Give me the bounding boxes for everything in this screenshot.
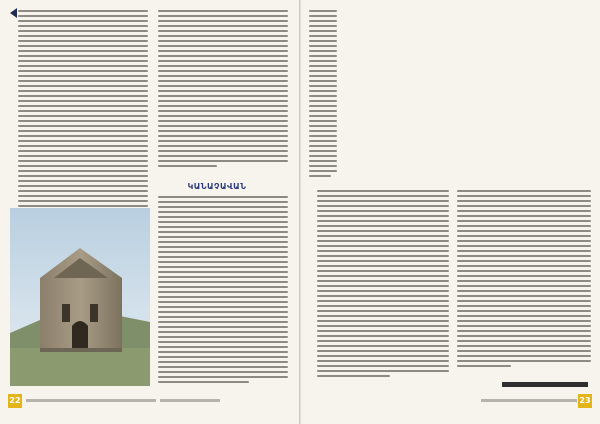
text-line (18, 95, 148, 97)
page-number-badge: 23 (578, 394, 592, 408)
text-line (309, 70, 337, 72)
text-line (18, 25, 148, 27)
text-line (309, 145, 337, 147)
text-line (158, 90, 288, 92)
text-line (309, 120, 337, 122)
text-line (18, 90, 148, 92)
text-line (158, 276, 288, 278)
text-line (309, 15, 337, 17)
right-text-column (309, 10, 337, 180)
text-line (158, 30, 288, 32)
text-line (309, 65, 337, 67)
text-line (317, 345, 449, 347)
text-line (309, 175, 331, 177)
text-line (158, 306, 288, 308)
text-line (18, 180, 148, 182)
right-text-column (457, 190, 591, 370)
text-line (457, 355, 591, 357)
text-line (317, 295, 449, 297)
text-line (18, 190, 148, 192)
footer-text (26, 399, 156, 402)
text-line (158, 25, 288, 27)
text-line (317, 240, 449, 242)
text-line (158, 251, 288, 253)
text-line (158, 356, 288, 358)
text-line (317, 340, 449, 342)
text-line (457, 285, 591, 287)
text-line (158, 15, 288, 17)
text-line (18, 205, 148, 207)
text-line (18, 140, 148, 142)
text-line (158, 145, 288, 147)
text-line (317, 190, 449, 192)
text-line (317, 275, 449, 277)
text-line (317, 325, 449, 327)
text-line (158, 236, 288, 238)
text-line (158, 291, 288, 293)
footer-text (160, 399, 220, 402)
text-line (158, 201, 288, 203)
text-line (158, 20, 288, 22)
church-photo (10, 208, 150, 386)
text-line (317, 215, 449, 217)
text-line (18, 15, 148, 17)
text-line (457, 310, 591, 312)
text-line (158, 75, 288, 77)
text-line (457, 345, 591, 347)
text-line (158, 135, 288, 137)
text-line (317, 200, 449, 202)
text-line (457, 215, 591, 217)
text-line (158, 266, 288, 268)
text-line (309, 45, 337, 47)
text-line (317, 230, 449, 232)
footer-text (481, 399, 577, 402)
text-line (317, 285, 449, 287)
text-line (18, 70, 148, 72)
text-line (457, 240, 591, 242)
text-line (317, 195, 449, 197)
text-line (309, 40, 337, 42)
left-text-column (158, 10, 288, 170)
text-line (158, 256, 288, 258)
text-line (309, 30, 337, 32)
text-line (18, 165, 148, 167)
text-line (317, 220, 449, 222)
author-byline (502, 382, 588, 387)
text-line (158, 331, 288, 333)
text-line (309, 60, 337, 62)
text-line (18, 175, 148, 177)
text-line (18, 135, 148, 137)
text-line (309, 75, 337, 77)
text-line (309, 80, 337, 82)
text-line (158, 110, 288, 112)
text-line (317, 310, 449, 312)
text-line (309, 50, 337, 52)
text-line (158, 371, 288, 373)
text-line (158, 35, 288, 37)
text-line (457, 365, 511, 367)
text-line (457, 235, 591, 237)
text-line (18, 40, 148, 42)
text-line (317, 255, 449, 257)
text-line (317, 205, 449, 207)
text-line (317, 370, 449, 372)
text-line (18, 185, 148, 187)
text-line (317, 305, 449, 307)
text-line (18, 155, 148, 157)
text-line (317, 355, 449, 357)
right-page (301, 0, 600, 424)
text-line (158, 95, 288, 97)
text-line (158, 80, 288, 82)
text-line (457, 210, 591, 212)
text-line (317, 250, 449, 252)
back-arrow-icon[interactable] (10, 8, 17, 18)
text-line (18, 60, 148, 62)
text-line (317, 375, 390, 377)
text-line (317, 330, 449, 332)
text-line (317, 365, 449, 367)
text-line (158, 231, 288, 233)
text-line (158, 221, 288, 223)
text-line (158, 361, 288, 363)
text-line (457, 275, 591, 277)
text-line (18, 110, 148, 112)
left-page (0, 0, 299, 424)
text-line (158, 45, 288, 47)
text-line (18, 115, 148, 117)
text-line (317, 350, 449, 352)
text-line (158, 246, 288, 248)
text-line (158, 346, 288, 348)
text-line (457, 220, 591, 222)
text-line (18, 130, 148, 132)
text-line (457, 195, 591, 197)
text-line (457, 250, 591, 252)
text-line (309, 165, 337, 167)
text-line (18, 10, 148, 12)
text-line (158, 351, 288, 353)
text-line (158, 160, 288, 162)
text-line (158, 226, 288, 228)
text-line (457, 225, 591, 227)
text-line (18, 120, 148, 122)
text-line (309, 100, 337, 102)
text-line (309, 130, 337, 132)
text-line (457, 290, 591, 292)
text-line (18, 30, 148, 32)
text-line (317, 210, 449, 212)
text-line (158, 366, 288, 368)
text-line (18, 125, 148, 127)
text-line (158, 140, 288, 142)
text-line (309, 125, 337, 127)
text-line (317, 290, 449, 292)
text-line (309, 95, 337, 97)
text-line (457, 330, 591, 332)
text-line (158, 286, 288, 288)
text-line (309, 55, 337, 57)
text-line (457, 315, 591, 317)
text-line (457, 360, 591, 362)
text-line (457, 260, 591, 262)
text-line (18, 170, 148, 172)
text-line (317, 260, 449, 262)
text-line (457, 320, 591, 322)
text-line (18, 45, 148, 47)
text-line (18, 150, 148, 152)
text-line (457, 255, 591, 257)
text-line (18, 80, 148, 82)
text-line (317, 335, 449, 337)
text-line (158, 206, 288, 208)
text-line (457, 325, 591, 327)
left-text-column (158, 196, 288, 386)
text-line (317, 225, 449, 227)
text-line (158, 381, 249, 383)
text-line (457, 280, 591, 282)
text-line (317, 245, 449, 247)
text-line (309, 25, 337, 27)
text-line (158, 216, 288, 218)
text-line (158, 241, 288, 243)
text-line (158, 150, 288, 152)
text-line (158, 311, 288, 313)
text-line (18, 75, 148, 77)
text-line (158, 261, 288, 263)
text-line (158, 336, 288, 338)
text-line (158, 115, 288, 117)
text-line (158, 50, 288, 52)
text-line (309, 105, 337, 107)
text-line (158, 10, 288, 12)
text-line (158, 196, 288, 198)
text-line (317, 360, 449, 362)
text-line (309, 20, 337, 22)
text-line (309, 110, 337, 112)
text-line (457, 270, 591, 272)
text-line (457, 335, 591, 337)
page-number-badge: 22 (8, 394, 22, 408)
text-line (309, 90, 337, 92)
text-line (309, 10, 337, 12)
text-line (309, 170, 337, 172)
text-line (18, 50, 148, 52)
text-line (18, 65, 148, 67)
text-line (309, 140, 337, 142)
text-line (18, 100, 148, 102)
text-line (457, 245, 591, 247)
text-line (317, 320, 449, 322)
text-line (457, 305, 591, 307)
text-line (158, 296, 288, 298)
text-line (18, 85, 148, 87)
text-line (457, 265, 591, 267)
section-heading: ԿԱՆԱՉԱՎԱՆ (187, 182, 247, 191)
text-line (317, 235, 449, 237)
text-line (317, 270, 449, 272)
text-line (158, 60, 288, 62)
text-line (457, 300, 591, 302)
text-line (18, 200, 148, 202)
text-line (158, 316, 288, 318)
text-line (158, 130, 288, 132)
text-line (158, 155, 288, 157)
text-line (309, 150, 337, 152)
text-line (18, 55, 148, 57)
text-line (158, 326, 288, 328)
text-line (457, 190, 591, 192)
text-line (18, 160, 148, 162)
text-line (457, 340, 591, 342)
text-line (317, 265, 449, 267)
text-line (309, 160, 337, 162)
text-line (18, 105, 148, 107)
text-line (317, 315, 449, 317)
text-line (158, 55, 288, 57)
text-line (309, 155, 337, 157)
text-line (18, 195, 148, 197)
text-line (309, 85, 337, 87)
text-line (158, 125, 288, 127)
text-line (158, 40, 288, 42)
text-line (309, 135, 337, 137)
text-line (158, 321, 288, 323)
text-line (317, 300, 449, 302)
text-line (158, 281, 288, 283)
text-line (18, 20, 148, 22)
text-line (309, 115, 337, 117)
text-line (158, 105, 288, 107)
text-line (158, 70, 288, 72)
text-line (457, 205, 591, 207)
text-line (457, 200, 591, 202)
text-line (158, 301, 288, 303)
text-line (309, 35, 337, 37)
text-line (158, 165, 217, 167)
text-line (158, 120, 288, 122)
text-line (158, 376, 288, 378)
right-text-column (317, 190, 449, 380)
text-line (158, 341, 288, 343)
text-line (457, 230, 591, 232)
text-line (18, 145, 148, 147)
text-line (457, 295, 591, 297)
text-line (158, 271, 288, 273)
text-line (158, 65, 288, 67)
text-line (158, 211, 288, 213)
text-line (18, 35, 148, 37)
text-line (457, 350, 591, 352)
text-line (158, 85, 288, 87)
text-line (158, 100, 288, 102)
text-line (317, 280, 449, 282)
